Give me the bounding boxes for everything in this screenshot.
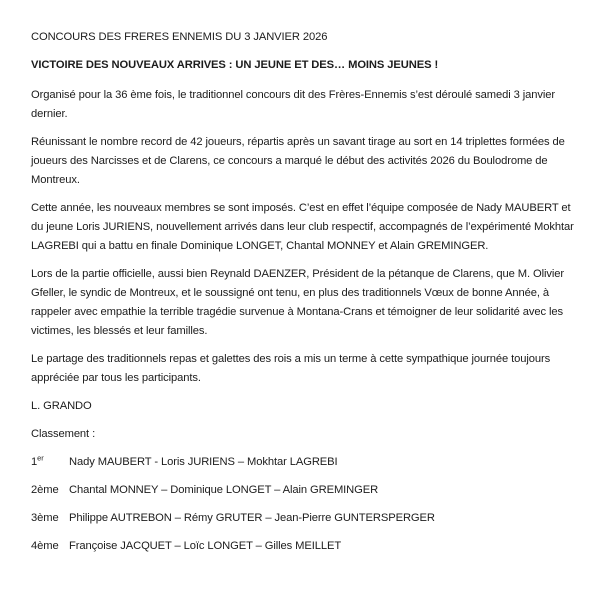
rank-number: 3ème bbox=[31, 512, 59, 524]
ranking-names-4: Françoise JACQUET – Loïc LONGET – Gilles MEILLET bbox=[69, 540, 342, 552]
paragraph-5: Le partage des traditionnels repas et galettes des rois a mis un terme à cette sympathique journée toujours appréciée par tous les participants. bbox=[31, 353, 551, 384]
signature: L. GRANDO bbox=[31, 400, 92, 412]
document-title: CONCOURS DES FRERES ENNEMIS DU 3 JANVIER 2026 bbox=[31, 31, 328, 43]
rank-number: 1 bbox=[31, 456, 38, 468]
rank-label-4 bbox=[31, 537, 69, 556]
ranking-row-2 bbox=[31, 481, 577, 500]
ranking-row-1 bbox=[31, 453, 577, 472]
classement-label: Classement : bbox=[31, 428, 96, 440]
rank-number: 4ème bbox=[31, 540, 59, 552]
ranking-names-3: Philippe AUTREBON – Rémy GRUTER – Jean-Pierre GUNTERSPERGER bbox=[69, 512, 435, 524]
ranking-row-4 bbox=[31, 537, 577, 556]
rank-label-2 bbox=[31, 481, 69, 500]
paragraph-3: Cette année, les nouveaux membres se sont imposés. C’est en effet l’équipe composée de Nady MAUBERT et du jeune Loris JURIENS, nouvellement arrivés dans leur club respectif, accompagnés de l’expérimenté Mokhtar LAGREBI qui a battu en finale Dominique LONGET, Chantal MONNEY et Alain GREMINGER. bbox=[31, 202, 574, 252]
paragraph-1: Organisé pour la 36 ème fois, le traditionnel concours dit des Frères-Ennemis s’est déroulé samedi 3 janvier dernier. bbox=[31, 89, 555, 120]
ranking-names-2: Chantal MONNEY – Dominique LONGET – Alain GREMINGER bbox=[69, 484, 379, 496]
rank-label-3 bbox=[31, 509, 69, 528]
rank-ordinal-suffix: er bbox=[37, 453, 44, 463]
paragraph-2: Réunissant le nombre record de 42 joueurs, répartis après un savant tirage au sort en 14 triplettes formées de joueurs des Narcisses et de Clarens, ce concours a marqué le début des activités 2026 du Boulodrome de Montreux. bbox=[31, 136, 565, 186]
rank-number: 2ème bbox=[31, 484, 59, 496]
ranking-row-3 bbox=[31, 509, 577, 528]
ranking-names-1: Nady MAUBERT - Loris JURIENS – Mokhtar LAGREBI bbox=[69, 456, 338, 468]
paragraph-4: Lors de la partie officielle, aussi bien Reynald DAENZER, Président de la pétanque de Clarens, que M. Olivier Gfeller, le syndic de Montreux, et le soussigné ont tenu, en plus des traditionnels Vœux de bonne Année, à rappeler avec empathie la terrible tragédie survenue à Montana-Crans et témoigner de leur solidarité avec les victimes, les blessés et leur familles. bbox=[31, 268, 565, 337]
rank-label-1 bbox=[31, 453, 69, 472]
document-headline: VICTOIRE DES NOUVEAUX ARRIVES : UN JEUNE ET DES… MOINS JEUNES ! bbox=[31, 59, 439, 71]
